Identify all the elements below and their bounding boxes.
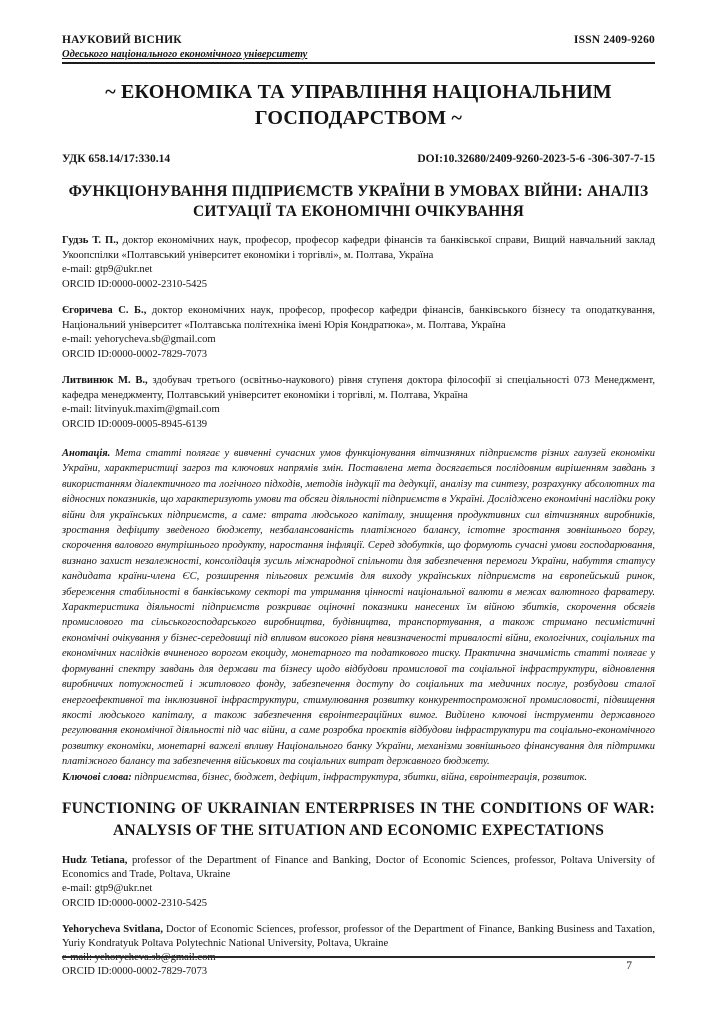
journal-masthead <box>62 34 655 64</box>
author-affiliation-line <box>62 854 655 882</box>
journal-subtitle: Одеського національного економічного університету <box>62 49 308 60</box>
article-meta-row <box>62 153 655 165</box>
author-block-uk-3 <box>62 374 655 432</box>
journal-issn: ISSN 2409-9260 <box>573 34 655 46</box>
author-affiliation-line <box>62 304 655 333</box>
abstract-text: Мета статті полягає у вивченні сучасних умов функціонування вітчизняних підприємств різних галузей економіки України, характеристиці загроз та ключових напрямів змін. Поставлена мета досягається послідовним вирішенням завдань з використанням діалектичного та логічного підходів, методів індукції та дедукції, аналізу та синтезу, розрахунку абсолютних та відносних показників, що характеризують умови та обсяги діяльності підприємств в Україні. Досліджено економічні наслідки року війни для українських підприємств, а саме: втрата людського капіталу, знищення продуктивних сил вітчизняних виробників, зростання дефіциту зведеного бюджету, незбалансованість платіжного балансу, істотне зростання зовнішнього боргу, скорочення валового внутрішнього продукту, наростання інфляції. Серед здобутків, що формують сучасні умови господарювання, визнано захист незалежності, консолідація зусиль міжнародної спільноти для забезпечення перемоги України, набуття статусу кандидата країни-члена ЄС, розширення пільгових режимів для виходу українських підприємств на європейський ринок, збереження стабільності в банківському секторі та утримання цінності національної валюти в межах валютного фарватеру. Характеристика діяльності підприємств розкриває оціночні показники нанесених їм війною збитків, скорочення обсягів промислового та сільськогосподарського виробництва, будівництва, транспортування, а також стримано песимістичні економічні очікування у бізнес-середовищі під впливом високого рівня невизначеності тривалості війни, екологічних, соціальних та економічних наслідків вчиненого ворогом екоциду, монетарного та податкового тиску. Практична значимість статті полягає у формуванні спектру завдань для держави та бізнесу щодо відбудови промислової та соціальної інфраструктури, відновлення виробничих потужностей і житлового фонду, забезпечення доступу до соціальних та медичних послуг, розбудови сталої енергоефективної та інклюзивної інфраструктури, стимулювання розвитку конкурентоспроможної промисловості, підвищення якості людського капіталу, а також забезпечення євроінтеграційних вимог. Виділено ключові інструменти державного регулювання економічної діяльності під час війни, а саме розробка проєктів відбудови інфраструктури та соціально-економічного розвитку економіки, монетарні важелі впливу Національного банку України, механізми зовнішнього фінансування для підтримки платіжного балансу та забезпечення військових та соціальних витрат державного бюджету. <box>62 448 656 768</box>
author-affiliation: professor of the Department of Finance and Banking, Doctor of Economic Sciences, professor, Poltava University of Economics and Trade, Poltava, Ukraine <box>62 854 655 881</box>
journal-name: НАУКОВИЙ ВІСНИК <box>62 34 182 46</box>
author-block-uk-2 <box>62 304 655 362</box>
abstract-label: Анотація. <box>62 448 111 459</box>
udc-code: УДК 658.14/17:330.14 <box>62 153 171 165</box>
author-affiliation: здобувач третього (освітньо-наукового) рівня ступеня доктора філософії зі спеціальності 073 Менеджмент, кафедра менеджменту, Полтавський університет економіки і торгівлі, м. Полтава, Україна <box>62 375 656 401</box>
author-email: e-mail: yehorycheva.sb@gmail.com <box>62 334 216 345</box>
author-affiliation-line <box>62 234 655 263</box>
author-orcid: ORCID ID:0000-0002-7829-7073 <box>62 966 208 978</box>
author-affiliation-line <box>62 374 655 403</box>
author-email: e-mail: gtp9@ukr.net <box>62 264 153 275</box>
footer-rule <box>62 956 655 958</box>
author-name: Литвинюк М. В., <box>62 375 148 386</box>
author-affiliation: доктор економічних наук, професор, професор кафедри фінансів, банківського бізнесу та оподаткування, Національний університет «Полтавська політехніка імені Юрія Кондратюка», м. Полтава, Україна <box>62 305 655 331</box>
author-block-en-2 <box>62 923 655 980</box>
keywords-paragraph <box>62 770 655 785</box>
abstract-paragraph <box>62 446 655 770</box>
author-block-uk-1 <box>62 234 655 292</box>
author-orcid: ORCID ID:0000-0002-7829-7073 <box>62 348 208 360</box>
author-email <box>62 951 655 965</box>
author-name: Гудзь Т. П., <box>62 235 119 246</box>
article-title-en: FUNCTIONING OF UKRAINIAN ENTERPRISES IN THE CONDITIONS OF WAR: ANALYSIS OF THE SITUATION AND ECONOMIC EXPECTATIONS <box>62 799 655 839</box>
author-name: Єгоричева С. Б., <box>62 305 147 316</box>
author-orcid: ORCID ID:0009-0005-8945-6139 <box>62 418 208 430</box>
author-affiliation: Doctor of Economic Sciences, professor, professor of the Department of Finance, Banking Business and Taxation, Yuriy Kondratyuk Poltava Polytechnic National University, Poltava, Ukraine <box>62 923 655 949</box>
article-title-uk: ФУНКЦІОНУВАННЯ ПІДПРИЄМСТВ УКРАЇНИ В УМОВАХ ВІЙНИ: АНАЛІЗ СИТУАЦІЇ ТА ЕКОНОМІЧНІ ОЧІКУВАННЯ <box>68 183 649 220</box>
author-name: Yehorycheva Svitlana, <box>62 923 163 935</box>
author-block-en-1 <box>62 854 655 911</box>
author-orcid: ORCID ID:0000-0002-2310-5425 <box>62 278 208 290</box>
author-name: Hudz Tetiana, <box>62 854 128 866</box>
author-email: e-mail: gtp9@ukr.net <box>62 883 153 895</box>
page-number: 7 <box>626 960 632 972</box>
doi-code: DOI:10.32680/2409-9260-2023-5-6 -306-307-7-15 <box>417 153 655 165</box>
keywords-label: Ключові слова: <box>62 771 132 783</box>
author-affiliation: доктор економічних наук, професор, професор кафедри фінансів та банківської справи, Вищий навчальний заклад Укоопспілки «Полтавський університет економіки і торгівлі», м. Полтава, Україна <box>62 235 655 261</box>
author-email: e-mail: litvinyuk.maxim@gmail.com <box>62 404 220 415</box>
section-title: ~ ЕКОНОМІКА ТА УПРАВЛІННЯ НАЦІОНАЛЬНИМ ГОСПОДАРСТВОМ ~ <box>105 81 612 129</box>
author-orcid: ORCID ID:0000-0002-2310-5425 <box>62 897 208 909</box>
author-affiliation-line <box>62 923 655 951</box>
masthead-top-row <box>62 34 655 46</box>
keywords-text: підприємства, бізнес, бюджет, дефіцит, інфраструктура, збитки, війна, євроінтеграція, розвиток. <box>134 771 588 783</box>
